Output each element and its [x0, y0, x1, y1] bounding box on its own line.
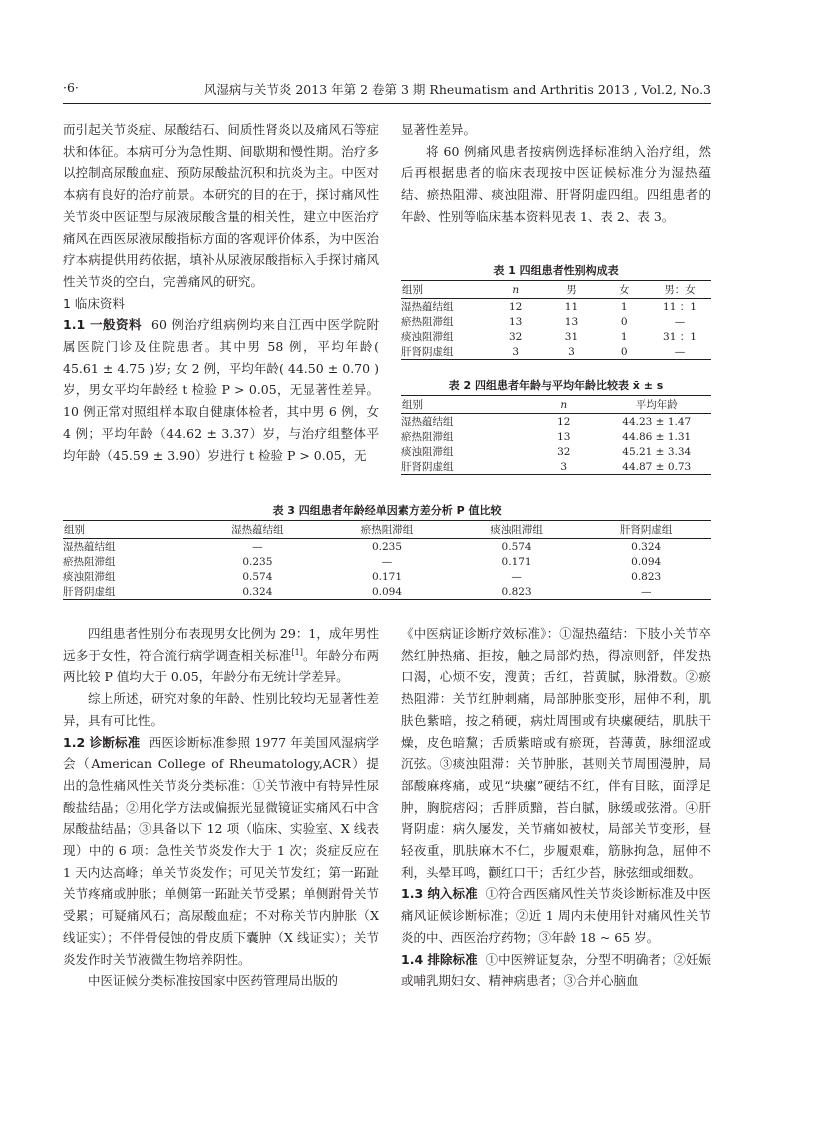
table-cell: 44.87 ± 0.73 [622, 460, 692, 473]
table-2 [401, 377, 711, 475]
subsection-1-1-title: 1.1 一般资料 [63, 317, 143, 333]
journal-title: 风湿病与关节炎 2013 年第 2 卷第 3 期 Rheumatism and Arthritis 2013 , Vol.2, No.3 [203, 82, 711, 97]
table-header-cell: 肝肾阴虚组 [619, 524, 673, 536]
table-cell: — [511, 570, 522, 583]
table-cell: 3 [512, 345, 520, 358]
table-row [401, 429, 711, 444]
table-cell: — [640, 585, 652, 598]
right-column-top [401, 119, 711, 228]
table-header-cell: 湿热蕴结组 [231, 524, 284, 536]
left-column-bottom [63, 623, 379, 992]
right-paragraph-2: 将 60 例痛风患者按病例选择标准纳入治疗组，然后再根据患者的临床表现按中医证候标准分为湿热蕴结、瘀热阻滞、痰浊阻滞、肝肾阴虚四组。四组患者的年龄、性别等临床基本资料见表 1、表 2、表 3。 [401, 143, 711, 224]
subsection-1-2 [63, 732, 379, 971]
table-row [401, 344, 711, 360]
table-row [401, 329, 711, 344]
table-cell: 13 [557, 430, 571, 443]
subsection-1-2-title: 1.2 诊断标准 [63, 734, 141, 750]
table-cell: 痰浊阻滞组 [401, 446, 454, 458]
table-cell: 痰浊阻滞组 [401, 331, 454, 343]
table-1-grid [401, 280, 711, 360]
table-cell: 0.574 [242, 570, 273, 583]
table-header-cell: 男：女 [664, 284, 696, 296]
table-cell: 湿热蕴结组 [401, 301, 454, 313]
table-cell: 0 [620, 345, 628, 358]
table-cell: 0.171 [501, 555, 532, 568]
table-header-cell: 瘀热阻滞组 [360, 524, 414, 536]
table-cell: 0.574 [501, 540, 532, 553]
table-row [63, 554, 711, 569]
subsection-1-1 [63, 314, 379, 466]
table-row [401, 444, 711, 459]
table-row [401, 299, 711, 315]
table-cell: 31 [564, 330, 579, 343]
table-3-caption: 表 3 四组患者年龄经单因素方差分析 P 值比较 [272, 504, 502, 517]
table-cell: 12 [557, 415, 571, 428]
table-row [401, 414, 711, 430]
table-3 [63, 502, 711, 600]
table-cell: — [381, 555, 393, 568]
table-header-cell: 男 [566, 284, 577, 296]
table-3-grid [63, 520, 711, 600]
table-row [401, 459, 711, 475]
subsection-1-4 [401, 949, 711, 992]
table-cell: 44.86 ± 1.31 [622, 430, 692, 443]
table-cell: 湿热蕴结组 [401, 416, 454, 428]
citation-ref: [1] [291, 647, 303, 657]
table-cell: 0.094 [631, 555, 662, 568]
table-header-cell: 组别 [64, 524, 85, 536]
left-column-top [63, 119, 379, 466]
table-cell: 31 ：1 [663, 331, 697, 343]
right-paragraph-1: 显著性差异。 [401, 122, 477, 137]
table-cell: 1 [620, 300, 628, 313]
right-bottom-paragraph-1: 《中医病证诊断疗效标准》：①湿热蕴结：下肢小关节卒然红肿热痛、拒按，触之局部灼热，得凉则舒，伴发热口渴，心烦不安，溲黄；舌红，苔黄腻，脉滑数。②瘀热阻滞：关节红肿刺痛，局部肿胀变形，屈伸不利，肌肤色紫暗，按之稍硬，病灶周围或有块瘰硬结，肌肤干燥，皮色暗黧；舌质紫暗或有瘀斑，苔薄黄，脉细涩或沉弦。③痰浊阻滞：关节肿胀，甚则关节周围漫肿，局部酸麻疼痛，或见“块瘰”硬结不红，伴有目眩，面浮足肿，胸脘痞闷；舌胖质黯，苔白腻，脉缓或弦滑。④肝肾阴虚：病久屡发，关节痛如被杖，局部关节变形，昼轻夜重，肌肤麻木不仁，步履艰难，筋脉拘急，屈伸不利，头晕耳鸣，颧红口干；舌红少苔，脉弦细或细数。 [401, 626, 711, 880]
table-cell: 肝肾阴虚组 [63, 586, 116, 598]
table-row [63, 569, 711, 584]
table-cell: 11 [564, 300, 579, 313]
table-header-cell: 组别 [402, 399, 423, 411]
table-cell: 痰浊阻滞组 [63, 571, 116, 583]
table-cell: 1 [620, 330, 628, 343]
table-cell: 肝肾阴虚组 [401, 461, 454, 473]
left-bottom-p1-text: 四组患者性别分布表现男女比例为 29：1，成年男性远多于女性，符合流行病学调查相关标准 [63, 626, 379, 663]
table-cell: — [674, 345, 686, 358]
left-bottom-p1-end: 。年龄分布两两比较 P 值均大于 0.05，年龄分布无统计学差异。 [63, 647, 379, 685]
table-header-cell: 痰浊阻滞组 [490, 524, 543, 536]
table-cell: 0.094 [371, 585, 403, 598]
table-1-caption: 表 1 四组患者性别构成表 [493, 264, 619, 277]
table-cell: 13 [564, 315, 579, 328]
table-cell: 11 ：1 [663, 301, 697, 313]
table-cell: 3 [560, 460, 568, 473]
table-cell: — [674, 315, 686, 328]
table-row [63, 539, 711, 555]
table-cell: 44.23 ± 1.47 [622, 415, 692, 428]
table-1 [401, 262, 711, 360]
subsection-1-3-text: ①符合西医痛风性关节炎诊断标准及中医痛风证候诊断标准；②近 1 周内未使用针对痛风性关节炎的中、西医治疗药物；③年龄 18 ~ 65 岁。 [401, 886, 711, 945]
table-header-cell: 组别 [402, 284, 423, 296]
table-cell: 32 [509, 330, 523, 343]
table-header-cell: n [512, 283, 520, 296]
table-cell: 0.324 [242, 585, 273, 598]
table-cell: 0.324 [631, 540, 662, 553]
table-cell: — [252, 540, 263, 553]
table-row [401, 314, 711, 329]
left-bottom-paragraph-1 [63, 623, 379, 688]
subsection-1-4-title: 1.4 排除标准 [401, 951, 478, 967]
table-cell: 32 [557, 445, 571, 458]
table-cell: 湿热蕴结组 [63, 541, 116, 553]
table-cell: 0.235 [371, 540, 403, 553]
subsection-1-3 [401, 883, 711, 948]
header-rule [63, 103, 711, 104]
subsection-1-1-text: 60 例治疗组病例均来自江西中医学院附属医院门诊及住院患者。其中男 58 例，平均年龄( 45.61 ± 4.75 )岁; 女 2 例，平均年龄( 44.50 ± 0.70 )岁，男女平均年龄经 t 检验 P > 0.05，无显著性差异。10 例正常对照组样本取自健康体检者，其中男 6 例，女 4 例；平均年龄（44.62 ± 3.37）岁，与治疗组整体平均年龄（45.59 ± 3.90）岁进行 t 检验 P > 0.05，无 [63, 317, 379, 463]
table-cell: 12 [509, 300, 523, 313]
right-column-bottom [401, 623, 711, 992]
section-heading-1: 1 临床资料 [63, 295, 125, 311]
intro-paragraph: 而引起关节炎症、尿酸结石、间质性肾炎以及痛风石等症状和体征。本病可分为急性期、间歇期和慢性期。治疗多以控制高尿酸血症、预防尿酸盐沉积和抗炎为主。中医对本病有良好的治疗前景。本研究的目的在于，探讨痛风性关节炎中医证型与尿液尿酸含量的相关性，建立中医治疗痛风在西医尿液尿酸指标方面的客观评价体系，为中医治疗本病提供用药依据，填补从尿液尿酸指标入手探讨痛风性关节炎的空白，完善痛风的研究。 [63, 122, 379, 289]
table-cell: 肝肾阴虚组 [401, 346, 454, 358]
table-2-caption: 表 2 四组患者年龄与平均年龄比较表 x̄ ± s [448, 379, 664, 392]
table-header-cell: 女 [618, 284, 630, 296]
table-cell: 瘀热阻滞组 [401, 431, 454, 443]
left-bottom-paragraph-2: 综上所述，研究对象的年龄、性别比较均无显著性差异，具有可比性。 [63, 691, 379, 728]
subsection-1-4-text: ①中医辨证复杂，分型不明确者；②妊娠或哺乳期妇女、精神病患者；③合并心脑血 [401, 951, 711, 989]
page-number: ·6· [63, 80, 79, 95]
table-cell: 3 [568, 345, 575, 358]
left-bottom-paragraph-3: 中医证候分类标准按国家中医药管理局出版的 [88, 973, 339, 989]
table-cell: 0.823 [631, 570, 662, 583]
subsection-1-2-text: 西医诊断标准参照 1977 年美国风湿病学会（American College of Rheumatology,ACR）提出的急性痛风性关节炎分类标准：①关节液中有特异性尿酸盐结晶；②用化学方法或偏振光显微镜证实痛风石中含尿酸盐结晶；③具备以下 12 项（临床、实验室、X 线表现）中的 6 项：急性关节炎发作大于 1 次；炎症反应在 1 天内达高峰；单关节炎发作；可见关节发红；第一跖趾关节疼痛或肿胀；单侧第一跖趾关节受累；单侧跗骨关节受累；可疑痛风石；高尿酸血症；不对称关节内肿胀（X 线证实）；不伴骨侵蚀的骨皮质下囊肿（X 线证实）；关节炎发作时关节液微生物培养阴性。 [63, 734, 380, 967]
table-cell: 瘀热阻滞组 [63, 556, 116, 568]
table-header-cell: n [560, 398, 568, 411]
subsection-1-3-title: 1.3 纳入标准 [401, 886, 478, 902]
table-cell: 45.21 ± 3.34 [622, 445, 692, 458]
table-cell: 0 [620, 315, 628, 328]
table-cell: 13 [509, 315, 523, 328]
table-cell: 0.823 [501, 585, 532, 598]
table-cell: 瘀热阻滞组 [401, 316, 454, 328]
table-cell: 0.235 [242, 555, 273, 568]
table-row [63, 584, 711, 600]
table-header-cell: 平均年龄 [635, 399, 678, 411]
table-2-grid [401, 395, 711, 475]
table-cell: 0.171 [371, 570, 403, 583]
